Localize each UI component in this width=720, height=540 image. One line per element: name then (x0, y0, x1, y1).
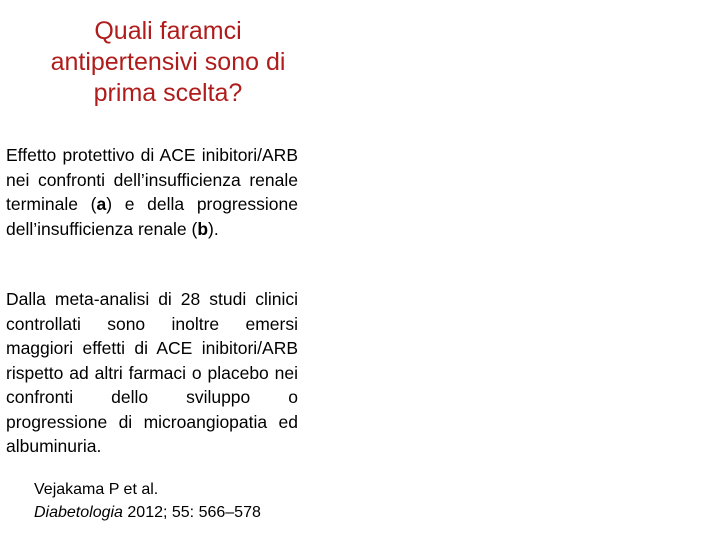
citation-details: 2012; 55: 566–578 (122, 504, 261, 521)
paragraph1-text-2: ) e della progressione dell’insufficienza renale ( (6, 194, 298, 239)
citation-authors: Vejakama P et al. (34, 481, 159, 498)
paragraph1-text-3: ). (208, 218, 219, 239)
paragraph-ace-protective-effect (6, 143, 298, 241)
citation-reference (34, 501, 334, 524)
paragraph1-text-1: Effetto protettivo di ACE inibitori/ARB nei confronti dell’insufficienza renale terminale ( (6, 145, 298, 214)
citation-journal: Diabetologia (34, 504, 123, 521)
slide-title: Quali faramci antipertensivi sono di prima scelta? (50, 17, 286, 107)
citation (34, 478, 334, 524)
label-a: a (96, 194, 107, 214)
label-b: b (197, 218, 209, 239)
paragraph-meta-analysis: Dalla meta-analisi di 28 studi clinici controllati sono inoltre emersi maggiori effetti di ACE inibitori/ARB rispetto ad altri farmaci o placebo nei confronti dello sviluppo o progressione di microangiopatia ed albuminuria. (6, 289, 298, 456)
